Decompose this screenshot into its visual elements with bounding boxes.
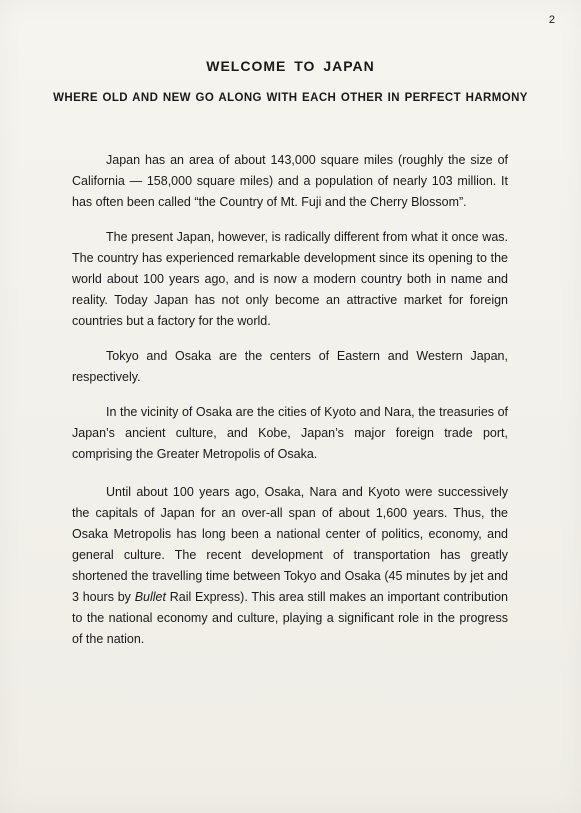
paragraph-area-population: Japan has an area of about 143,000 square miles (roughly the size of California — 158,000 square miles) and a population of nearly 103 million. It has often been called “the Country of Mt. Fuji and the Cherry Blossom”.	[72, 153, 508, 209]
paragraph-modern-japan: The present Japan, however, is radically different from what it once was. The country has experienced remarkable development since its opening to the world about 100 years ago, and is now a modern country both in name and reality. Today Japan has not only become an attractive market for foreign countries but a factory for the world.	[72, 230, 508, 328]
paragraph-osaka-history	[72, 482, 508, 650]
body-text	[72, 150, 508, 664]
paragraph-tokyo-osaka: Tokyo and Osaka are the centers of Eastern and Western Japan, respectively.	[72, 349, 508, 384]
page-subtitle: WHERE OLD AND NEW GO ALONG WITH EACH OTHER IN PERFECT HARMONY	[53, 92, 528, 104]
page-number: 2	[548, 14, 555, 26]
page-title: WELCOME TO JAPAN	[206, 58, 375, 74]
paragraph-kyoto-nara-kobe: In the vicinity of Osaka are the cities of Kyoto and Nara, the treasuries of Japan’s ancient culture, and Kobe, Japan’s major foreign trade port, comprising the Greater Metropolis of Osaka.	[72, 405, 508, 461]
paragraph-text-part: Until about 100 years ago, Osaka, Nara and Kyoto were successively the capitals of Japan for an over-all span of about 1,600 years. Thus, the Osaka Metropolis has long been a national center of politics, economy, and general culture. The recent development of transportation has greatly shortened the travelling time between Tokyo and Osaka (45 minutes by jet and 3 hours by	[72, 485, 508, 604]
bullet-emphasis: Bullet	[134, 590, 166, 604]
paragraph-text-part: Rail Express). This area still makes an important contribution to the national economy and culture, playing a significant role in the progress of the nation.	[72, 590, 508, 646]
